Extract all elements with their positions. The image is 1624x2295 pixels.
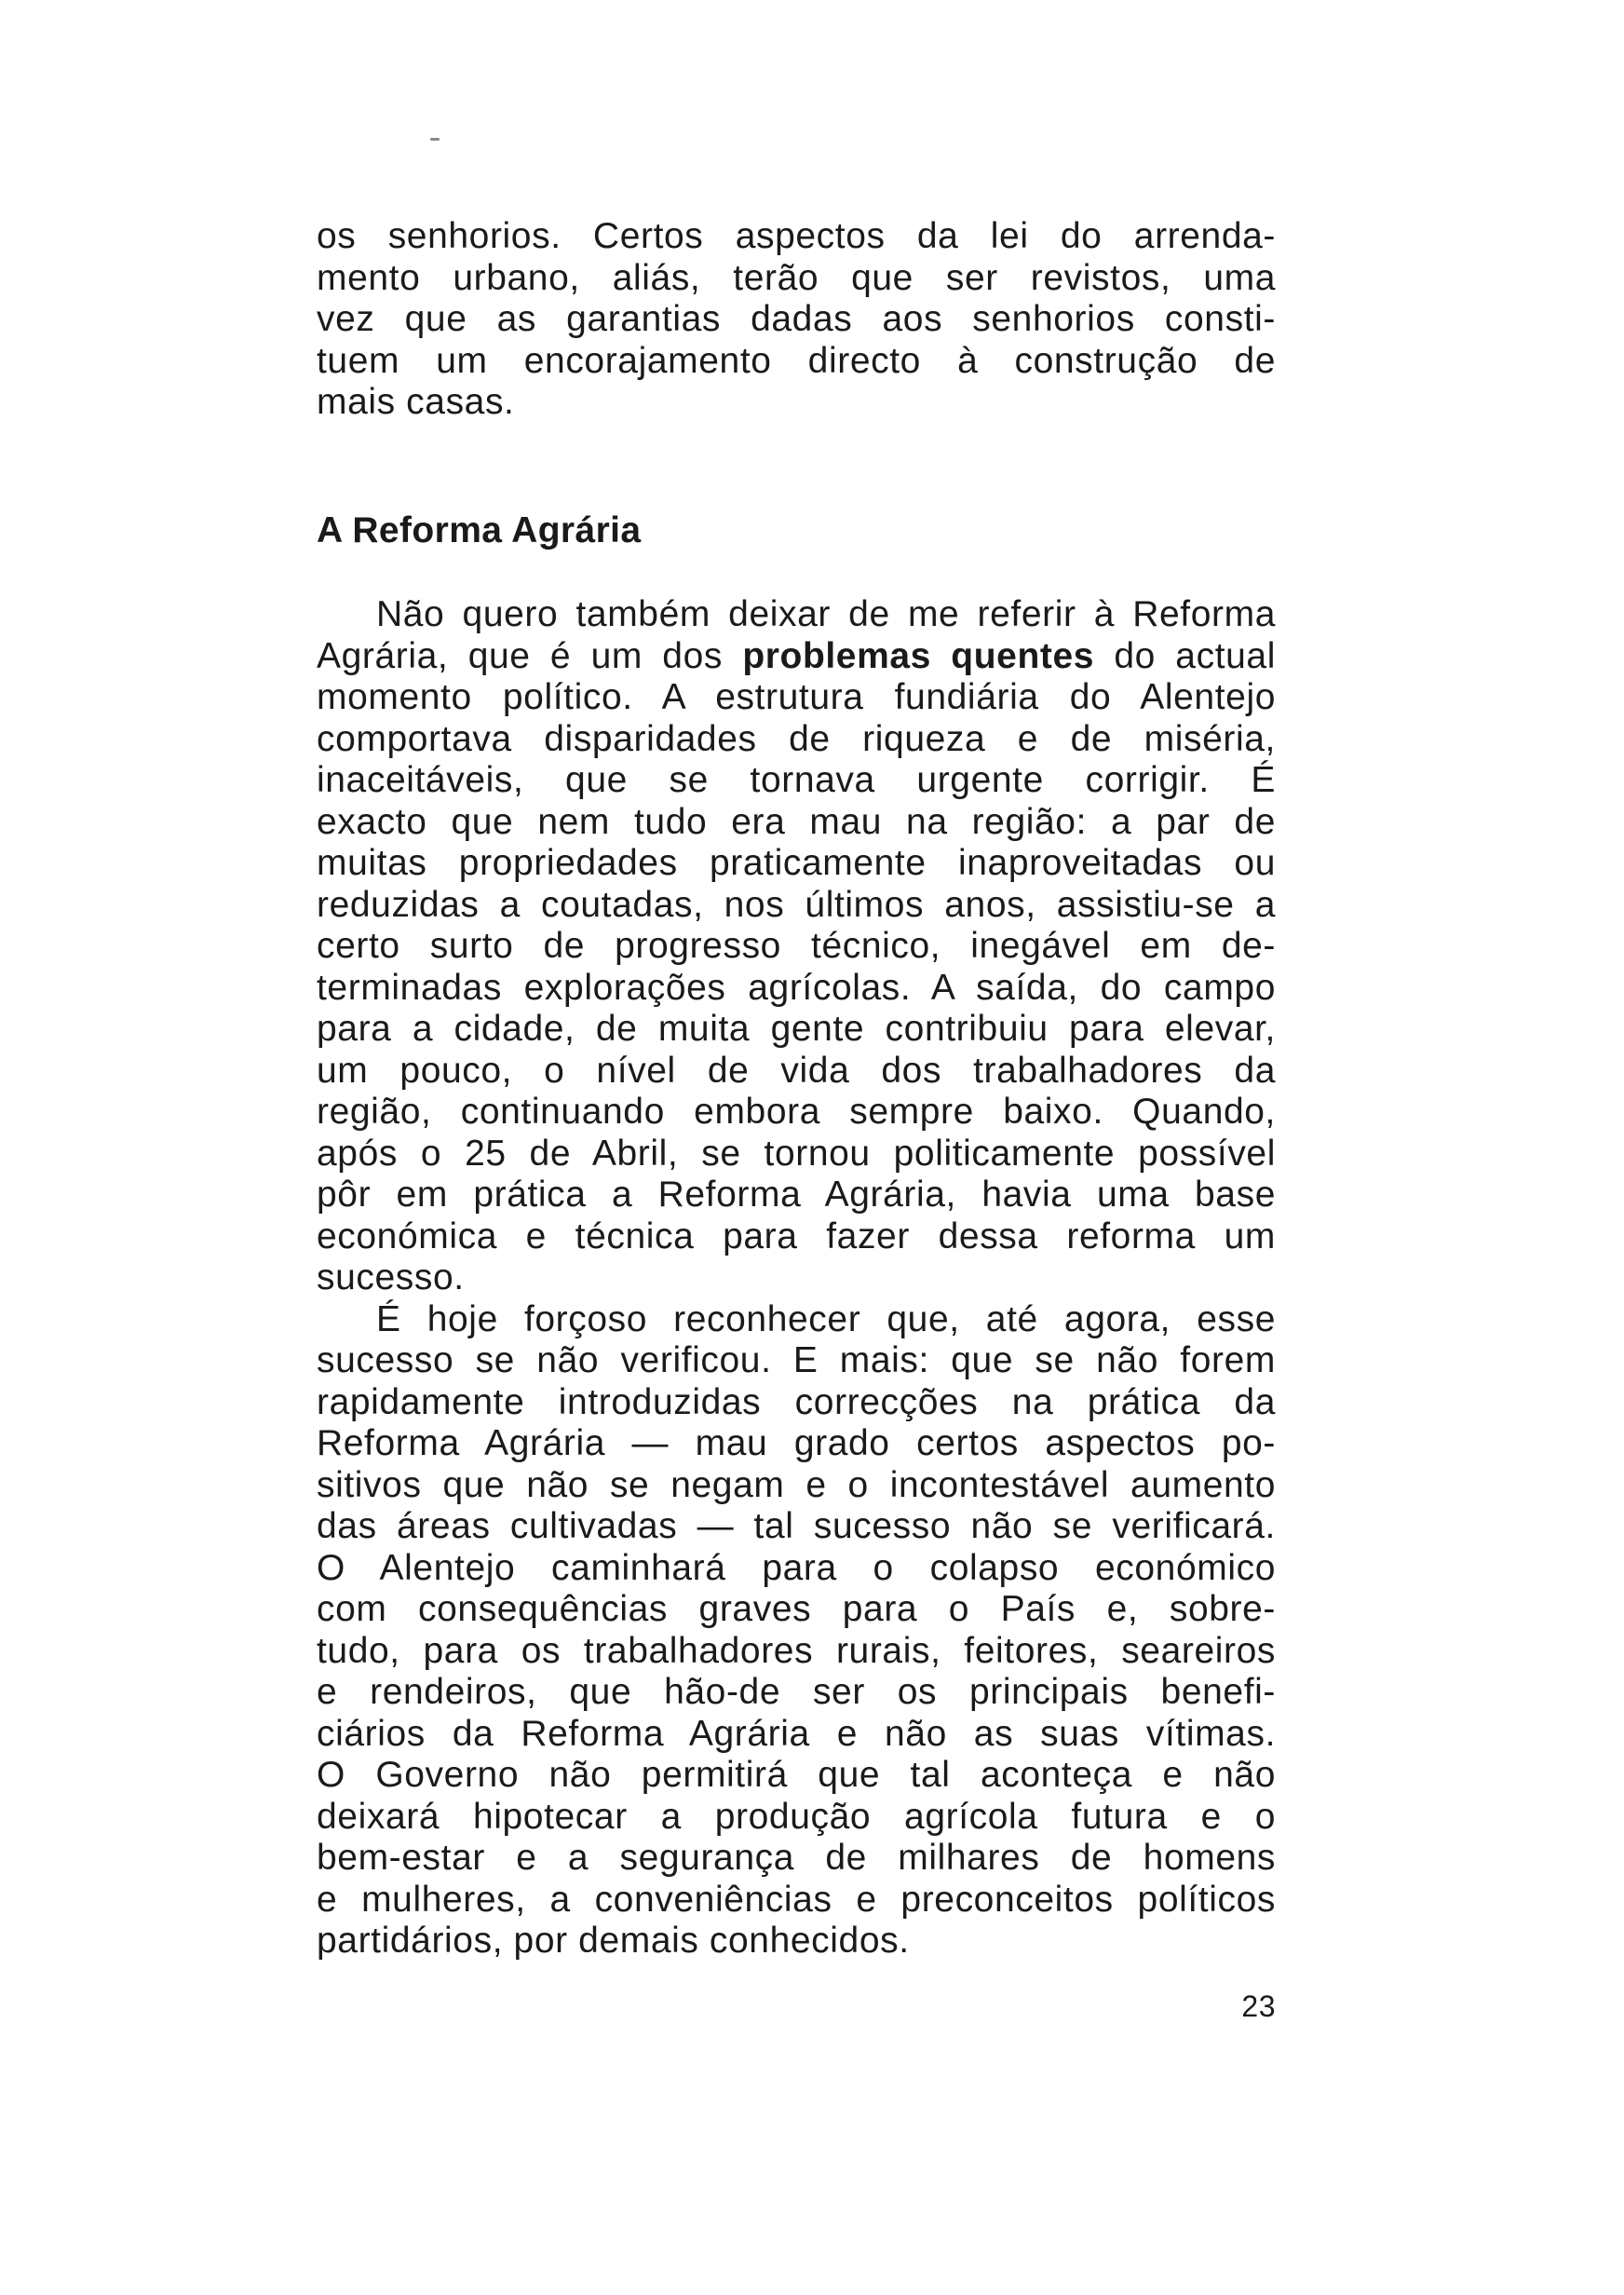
text-fragment: do actual bbox=[1094, 635, 1276, 676]
text-line-with-emphasis bbox=[317, 636, 1276, 678]
text-line: mento urbano, aliás, terão que ser revistos, uma bbox=[317, 257, 1276, 298]
text-line: após o 25 de Abril, se tornou politicamente possível bbox=[317, 1133, 1276, 1174]
text-line: mais casas. bbox=[317, 382, 515, 422]
text-line: momento político. A estrutura fundiária do Alentejo bbox=[317, 677, 1276, 717]
scan-speck bbox=[430, 138, 440, 141]
text-line: partidários, por demais conhecidos. bbox=[317, 1921, 910, 1961]
text-line: ciários da Reforma Agrária e não as suas vítimas. bbox=[317, 1713, 1276, 1754]
text-line: região, continuando embora sempre baixo. Quando, bbox=[317, 1092, 1276, 1132]
text-line: O Alentejo caminhará para o colapso económico bbox=[317, 1547, 1276, 1588]
text-line: certo surto de progresso técnico, inegável em de- bbox=[317, 926, 1276, 966]
text-line: O Governo não permitirá que tal aconteça e não bbox=[317, 1755, 1276, 1795]
text-line: sitivos que não se negam e o incontestável aumento bbox=[317, 1464, 1276, 1505]
text-line: bem-estar e a segurança de milhares de homens bbox=[317, 1838, 1276, 1878]
text-line: das áreas cultivadas — tal sucesso não se verificará. bbox=[317, 1506, 1276, 1546]
text-line: sucesso. bbox=[317, 1257, 465, 1297]
text-fragment: Agrária, que é um dos bbox=[317, 635, 743, 676]
text-line: tuem um encorajamento directo à construção de bbox=[317, 340, 1276, 381]
text-line: tudo, para os trabalhadores rurais, feitores, seareiros bbox=[317, 1630, 1276, 1671]
text-line: terminadas explorações agrícolas. A saída, do campo bbox=[317, 967, 1276, 1008]
intro-paragraph bbox=[317, 216, 1276, 424]
emphasis-text: problemas quentes bbox=[742, 635, 1095, 676]
body-text bbox=[317, 594, 1276, 1962]
page-number: 23 bbox=[1241, 1989, 1276, 2023]
text-line: É hoje forçoso reconhecer que, até agora, esse bbox=[376, 1298, 1276, 1339]
text-line: muitas propriedades praticamente inaproveitadas ou bbox=[317, 843, 1276, 883]
text-line: os senhorios. Certos aspectos da lei do arrenda- bbox=[317, 216, 1276, 256]
text-line: um pouco, o nível de vida dos trabalhadores da bbox=[317, 1050, 1276, 1091]
text-line: comportava disparidades de riqueza e de miséria, bbox=[317, 718, 1276, 759]
text-line: deixará hipotecar a produção agrícola futura e o bbox=[317, 1796, 1276, 1837]
text-line: pôr em prática a Reforma Agrária, havia uma base bbox=[317, 1175, 1276, 1215]
text-line: vez que as garantias dadas aos senhorios consti- bbox=[317, 299, 1276, 339]
text-line: rapidamente introduzidas correcções na prática da bbox=[317, 1381, 1276, 1422]
text-line: e mulheres, a conveniências e preconceitos políticos bbox=[317, 1879, 1276, 1920]
text-line: inaceitáveis, que se tornava urgente corrigir. É bbox=[317, 760, 1276, 800]
text-line: com consequências graves para o País e, sobre- bbox=[317, 1589, 1276, 1629]
text-line: exacto que nem tudo era mau na região: a par de bbox=[317, 801, 1276, 842]
text-line: reduzidas a coutadas, nos últimos anos, assistiu-se a bbox=[317, 884, 1276, 925]
text-line: e rendeiros, que hão-de ser os principais benefi- bbox=[317, 1672, 1276, 1712]
text-line: económica e técnica para fazer dessa reforma um bbox=[317, 1215, 1276, 1256]
text-line: sucesso se não verificou. E mais: que se não forem bbox=[317, 1340, 1276, 1380]
text-line: Não quero também deixar de me referir à Reforma bbox=[376, 594, 1276, 634]
text-line: Reforma Agrária — mau grado certos aspectos po- bbox=[317, 1423, 1276, 1463]
text-line: para a cidade, de muita gente contribuiu para elevar, bbox=[317, 1009, 1276, 1049]
section-heading: A Reforma Agrária bbox=[317, 510, 642, 550]
